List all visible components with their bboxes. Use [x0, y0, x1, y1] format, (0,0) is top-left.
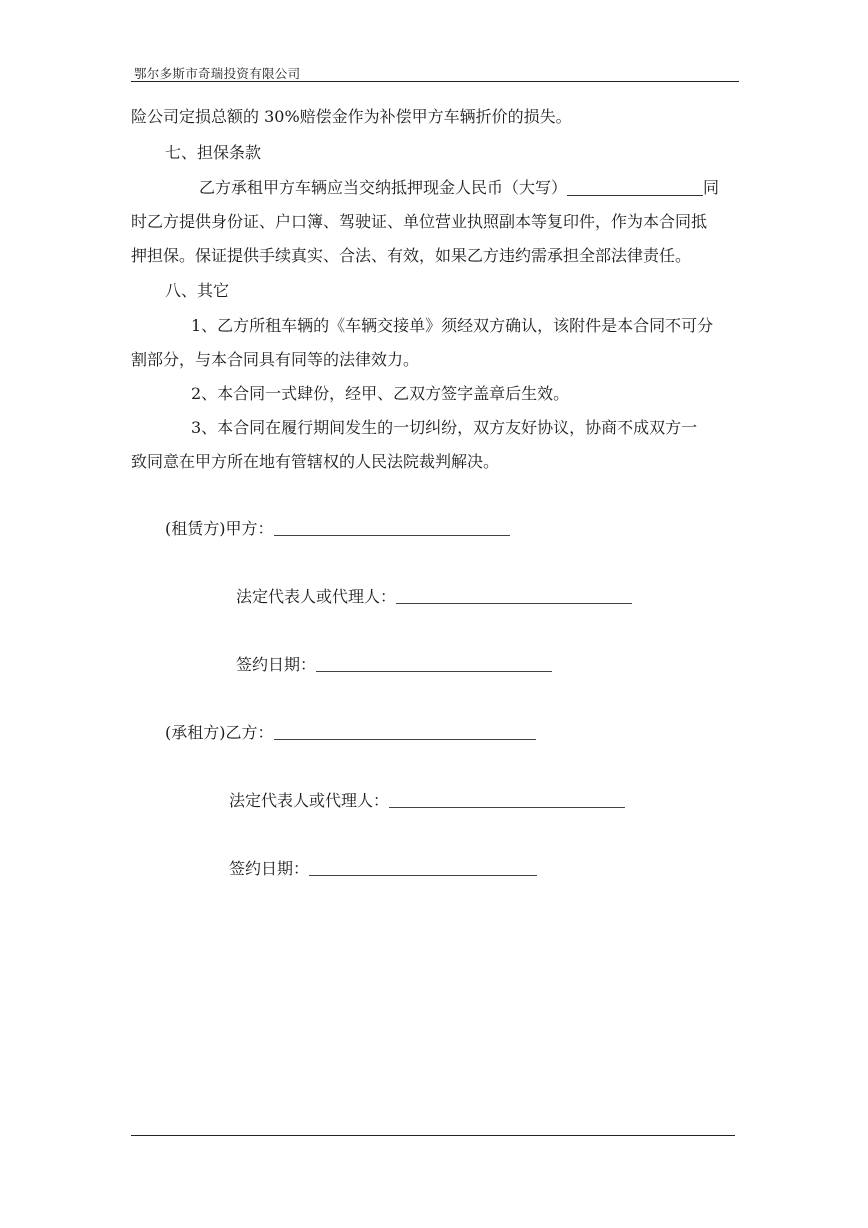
other-item-2: 2、本合同一式肆份，经甲、乙双方签字盖章后生效。 — [191, 384, 570, 403]
party-b-signature-row — [165, 723, 536, 743]
paragraph-line: 险公司定损总额的 30%赔偿金作为补偿甲方车辆折价的损失。 — [131, 107, 572, 126]
party-a-signature-blank — [274, 520, 510, 536]
party-a-date-label: 签约日期： — [236, 655, 317, 674]
party-b-representative-blank — [389, 792, 625, 808]
party-a-representative-row — [236, 587, 632, 607]
header-company-name: 鄂尔多斯市奇瑞投资有限公司 — [134, 66, 301, 81]
section-title-other: 八、其它 — [165, 281, 230, 300]
party-a-date-row — [236, 655, 552, 675]
party-b-date-label: 签约日期： — [229, 859, 310, 878]
party-b-date-row — [229, 859, 537, 879]
other-item-3-line-2: 致同意在甲方所在地有管辖权的人民法院裁判解决。 — [131, 452, 500, 471]
party-b-signature-blank — [274, 724, 536, 740]
footer-rule — [131, 1135, 735, 1136]
party-a-date-blank — [316, 656, 552, 672]
header-rule — [131, 81, 739, 82]
party-b-representative-label: 法定代表人或代理人： — [229, 791, 390, 810]
other-item-1-line-2: 割部分，与本合同具有同等的法律效力。 — [131, 350, 420, 369]
party-b-label: (承租方)乙方： — [165, 723, 274, 742]
party-a-label: (租赁方)甲方： — [165, 519, 274, 538]
guarantee-text-start: 乙方承租甲方车辆应当交纳抵押现金人民币（大写） — [199, 178, 568, 197]
party-a-representative-label: 法定代表人或代理人： — [236, 587, 397, 606]
deposit-amount-blank — [567, 179, 703, 196]
party-b-date-blank — [309, 860, 537, 876]
guarantee-text-end: 同 — [703, 178, 720, 197]
party-a-signature-row — [165, 519, 510, 539]
guarantee-paragraph-line-3: 押担保。保证提供手续真实、合法、有效，如果乙方违约需承担全部法律责任。 — [131, 246, 692, 265]
other-item-3-line-1: 3、本合同在履行期间发生的一切纠纷，双方友好协议，协商不成双方一 — [191, 418, 698, 437]
party-a-representative-blank — [396, 588, 632, 604]
guarantee-paragraph-line-2: 时乙方提供身份证、户口簿、驾驶证、单位营业执照副本等复印件，作为本合同抵 — [131, 212, 708, 231]
other-item-1-line-1: 1、乙方所租车辆的《车辆交接单》须经双方确认，该附件是本合同不可分 — [191, 316, 714, 335]
guarantee-paragraph-line-1 — [199, 178, 719, 198]
section-title-guarantee: 七、担保条款 — [165, 143, 262, 162]
party-b-representative-row — [229, 791, 625, 811]
